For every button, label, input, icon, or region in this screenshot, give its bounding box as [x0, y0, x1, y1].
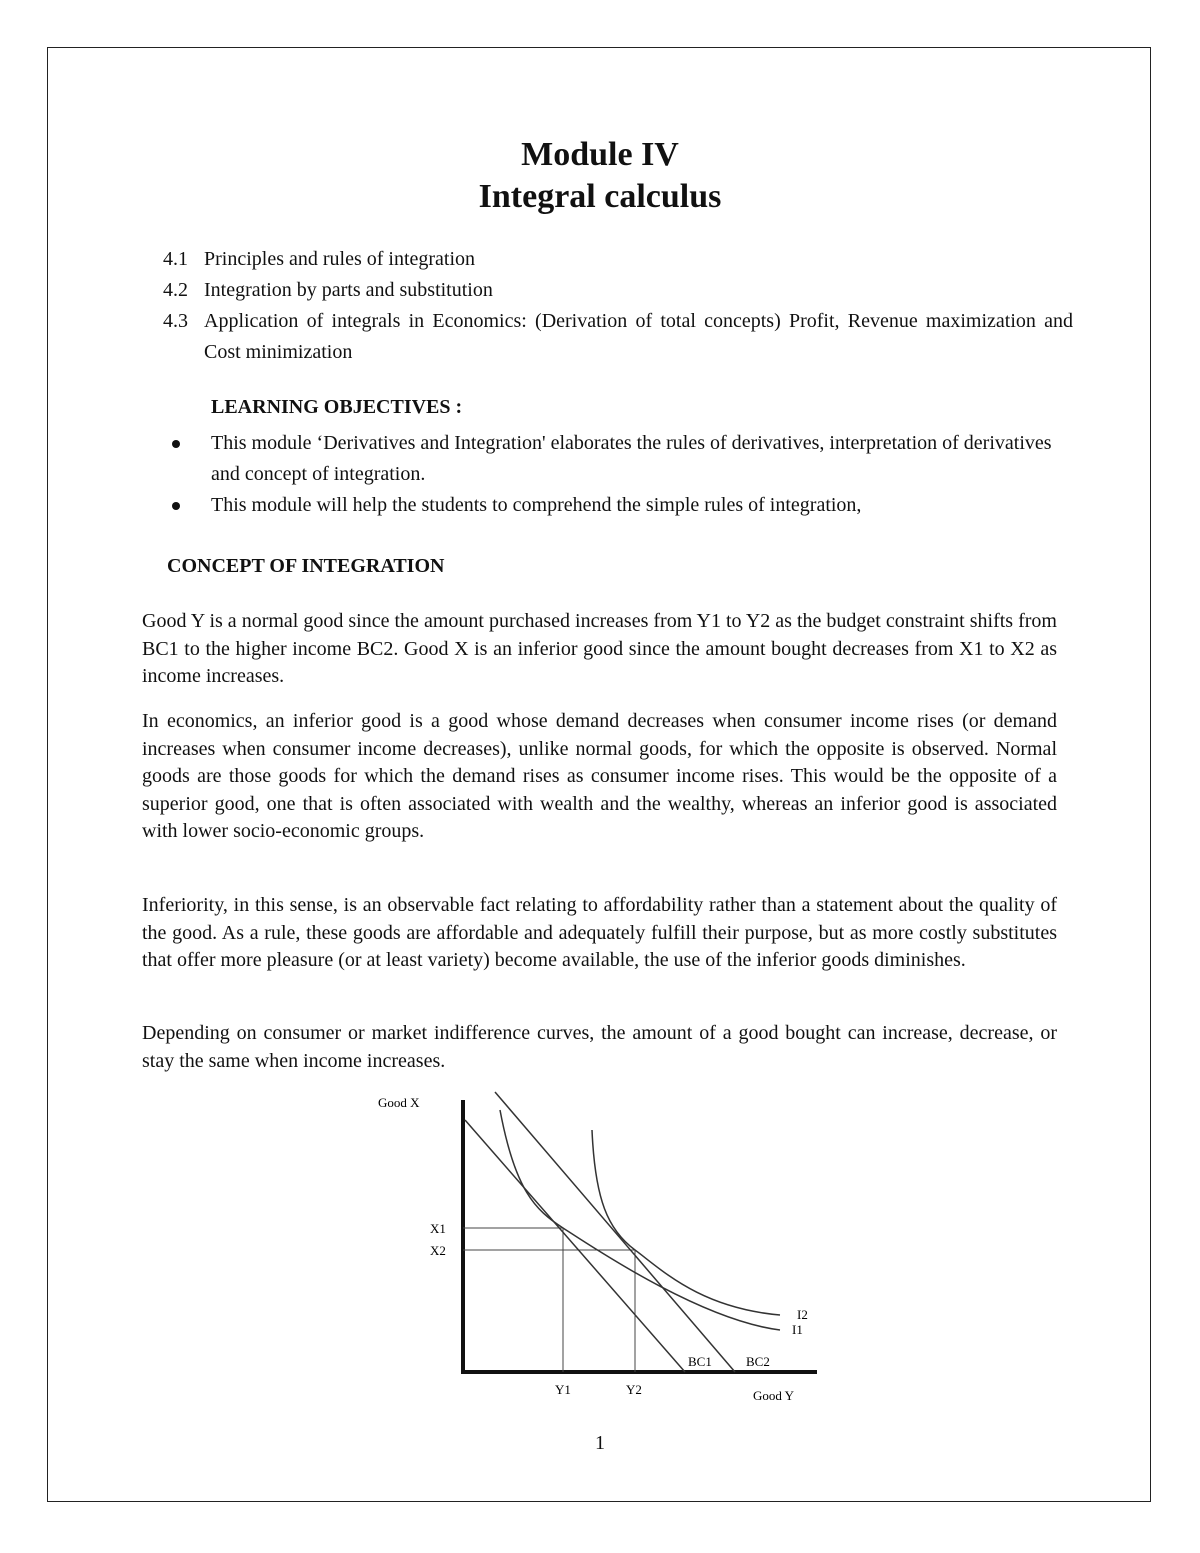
toc-number: 4.2: [163, 279, 188, 301]
objective-text: This module will help the students to comprehend the simple rules of integration,: [211, 494, 862, 516]
i2-label: I2: [797, 1307, 808, 1322]
i1-label: I1: [792, 1322, 803, 1337]
bullet-icon: [172, 502, 180, 510]
toc-text: Application of integrals in Economics: (Derivation of total concepts) Profit, Revenue maximization and Cost minimization: [204, 310, 1073, 363]
toc-item: [163, 275, 1073, 306]
table-of-contents: [163, 244, 1073, 368]
toc-item: [163, 306, 1073, 368]
paragraph: Inferiority, in this sense, is an observable fact relating to affordability rather than a statement about the quality of the good. As a rule, these goods are affordable and adequately fulfill their purpose, but as more costly substitutes that offer more pleasure (or at least variety) become available, the use of the inferior goods diminishes.: [142, 894, 1057, 971]
learning-objectives-heading: LEARNING OBJECTIVES :: [211, 396, 463, 418]
toc-text: Principles and rules of integration: [204, 248, 476, 270]
bullet-icon: [172, 440, 180, 448]
budget-line-bc1: [465, 1120, 685, 1372]
y2-tick-label: Y2: [626, 1382, 642, 1397]
toc-text: Integration by parts and substitution: [204, 279, 493, 301]
objectives-list: [172, 428, 1072, 521]
budget-line-bc2: [495, 1092, 735, 1372]
paragraph: In economics, an inferior good is a good whose demand decreases when consumer income rises (or demand increases when consumer income decreases), unlike normal goods, for which the opposite is observed. Normal goods are those goods for which the demand rises as consumer income rises. This would be the opposite of a superior good, one that is often associated with wealth and the wealthy, whereas an inferior good is associated with lower socio-economic groups.: [142, 710, 1057, 842]
indifference-curve-i1: [500, 1110, 780, 1330]
y1-tick-label: Y1: [555, 1382, 571, 1397]
objective-text: This module ‘Derivatives and Integration' elaborates the rules of derivatives, interpretation of derivatives and concept of integration.: [211, 432, 1052, 485]
x1-tick-label: X1: [430, 1221, 446, 1236]
module-title: Module IV: [521, 136, 679, 173]
bc1-label: BC1: [688, 1354, 712, 1369]
indifference-curve-i2: [592, 1130, 780, 1315]
x2-tick-label: X2: [430, 1243, 446, 1258]
bc2-label: BC2: [746, 1354, 770, 1369]
paragraph: Good Y is a normal good since the amount purchased increases from Y1 to Y2 as the budget constraint shifts from BC1 to the higher income BC2. Good X is an inferior good since the amount bought decreases from X1 to X2 as income increases.: [142, 610, 1057, 687]
list-item: [172, 428, 1072, 490]
list-item: [172, 490, 1072, 521]
paragraph: Depending on consumer or market indifference curves, the amount of a good bought can increase, decrease, or stay the same when income increases.: [142, 1022, 1057, 1072]
toc-number: 4.3: [163, 310, 188, 332]
toc-number: 4.1: [163, 248, 188, 270]
x-axis-label: Good Y: [753, 1388, 795, 1403]
indifference-curve-diagram: [370, 1090, 830, 1410]
module-subtitle: Integral calculus: [478, 178, 722, 215]
page-number: 1: [595, 1432, 605, 1454]
toc-item: [163, 244, 1073, 275]
concept-heading: CONCEPT OF INTEGRATION: [167, 555, 445, 577]
y-axis-label: Good X: [378, 1095, 420, 1110]
